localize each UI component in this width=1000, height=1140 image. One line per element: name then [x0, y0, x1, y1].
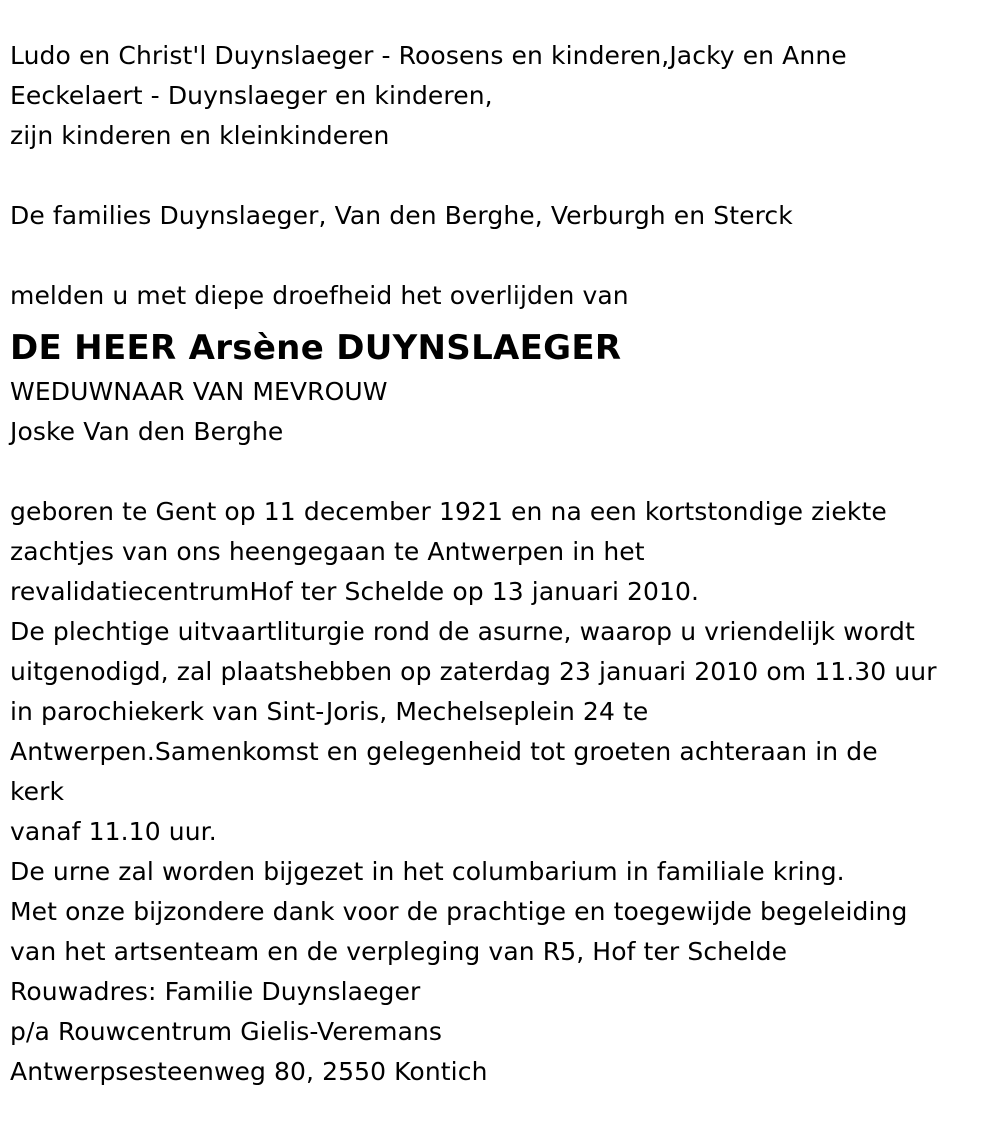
body-line: vanaf 11.10 uur. — [10, 817, 217, 846]
obituary-notice — [10, 36, 990, 1092]
widower-line: WEDUWNAAR VAN MEVROUW — [10, 377, 388, 406]
family-line-2: Eeckelaert - Duynslaeger en kinderen, — [10, 81, 493, 110]
spacer — [10, 236, 990, 276]
body-line: zachtjes van ons heengegaan te Antwerpen in het — [10, 537, 645, 566]
spacer — [10, 452, 990, 492]
body-line: revalidatiecentrumHof ter Schelde op 13 januari 2010. — [10, 577, 700, 606]
spouse-name: Joske Van den Berghe — [10, 417, 284, 446]
family-line-3: zijn kinderen en kleinkinderen — [10, 121, 390, 150]
address-line: p/a Rouwcentrum Gielis-Veremans — [10, 1017, 443, 1046]
family-line-1: Ludo en Christ'l Duynslaeger - Roosens en kinderen,Jacky en Anne — [10, 41, 847, 70]
body-line: kerk — [10, 777, 65, 806]
body-line: uitgenodigd, zal plaatshebben op zaterdag 23 januari 2010 om 11.30 uur — [10, 657, 937, 686]
address-line: Rouwadres: Familie Duynslaeger — [10, 977, 421, 1006]
body-line: van het artsenteam en de verpleging van R5, Hof ter Schelde — [10, 937, 788, 966]
body-line: De urne zal worden bijgezet in het columbarium in familiale kring. — [10, 857, 845, 886]
body-line: Antwerpen.Samenkomst en gelegenheid tot groeten achteraan in de — [10, 737, 878, 766]
deceased-name: DE HEER Arsène DUYNSLAEGER — [10, 328, 622, 368]
spacer — [10, 156, 990, 196]
families-line: De families Duynslaeger, Van den Berghe, Verburgh en Sterck — [10, 201, 793, 230]
body-line: geboren te Gent op 11 december 1921 en na een kortstondige ziekte — [10, 497, 887, 526]
address-line: Antwerpsesteenweg 80, 2550 Kontich — [10, 1057, 488, 1086]
body-line: De plechtige uitvaartliturgie rond de asurne, waarop u vriendelijk wordt — [10, 617, 915, 646]
body-line: in parochiekerk van Sint-Joris, Mechelseplein 24 te — [10, 697, 649, 726]
body-line: Met onze bijzondere dank voor de prachtige en toegewijde begeleiding — [10, 897, 908, 926]
intro-line: melden u met diepe droefheid het overlijden van — [10, 281, 629, 310]
